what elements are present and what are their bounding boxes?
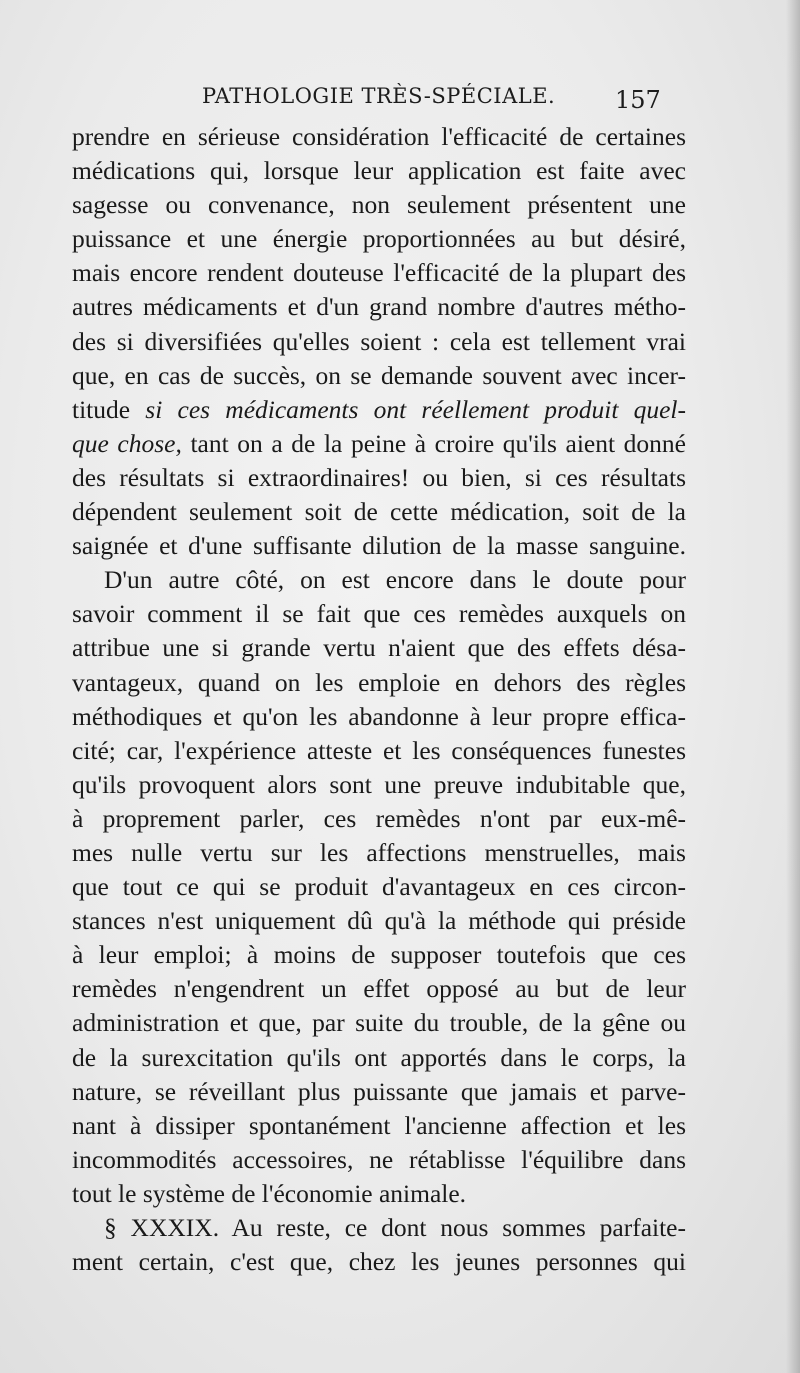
italic-run: si ces médicaments ont réellement produit quel-: [145, 394, 687, 424]
text-line: saignée et d'une suffisante dilution de la masse sanguine.: [72, 531, 686, 561]
text-line: mais encore rendent douteuse l'efficacité de la plupart des: [72, 258, 686, 288]
text-line: que, en cas de succès, on se demande souvent avec incer-: [72, 360, 686, 390]
text-line: stances n'est uniquement dû qu'à la méthode qui préside: [72, 906, 686, 936]
text-line: des si diversifiées qu'elles soient : cela est tellement vrai: [72, 326, 686, 356]
text-line: dépendent seulement soit de cette médication, soit de la: [72, 497, 686, 527]
body-text: [72, 120, 686, 1279]
running-title: PATHOLOGIE TRÈS-SPÉCIALE.: [202, 84, 556, 108]
text-line: administration et que, par suite du trouble, de la gêne ou: [72, 1008, 686, 1038]
text-line: [72, 427, 686, 461]
text-line: mes nulle vertu sur les affections menstruelles, mais: [72, 837, 686, 867]
text-line: qu'ils provoquent alors sont une preuve indubitable que,: [72, 769, 686, 799]
text-line: nant à dissiper spontanément l'ancienne affection et les: [72, 1110, 686, 1140]
text-line: à leur emploi; à moins de supposer toutefois que ces: [72, 940, 686, 970]
text-line: que tout ce qui se produit d'avantageux en ces circon-: [72, 872, 686, 902]
text-line: médications qui, lorsque leur application est faite avec: [72, 156, 686, 186]
text-line: cité; car, l'expérience atteste et les conséquences funestes: [72, 735, 686, 765]
text-line: savoir comment il se fait que ces remèdes auxquels on: [72, 599, 686, 629]
text-line: à proprement parler, ces remèdes n'ont par eux-mê-: [72, 803, 686, 833]
section-heading-line: § XXXIX. Au reste, ce dont nous sommes parfaite-: [104, 1213, 686, 1242]
text-line: méthodiques et qu'on les abandonne à leur propre effica-: [72, 701, 686, 731]
paragraph-first-line: D'un autre côté, on est encore dans le doute pour: [104, 565, 686, 595]
text-line: autres médicaments et d'un grand nombre d'autres métho-: [72, 292, 686, 322]
page-header: [0, 84, 800, 118]
text-line: de la surexcitation qu'ils ont apportés dans le corps, la: [72, 1042, 686, 1072]
text-line: nature, se réveillant plus puissante que jamais et parve-: [72, 1076, 686, 1106]
text-line: prendre en sérieuse considération l'efficacité de certaines: [72, 122, 686, 151]
text-run: tant on a de la peine à croire qu'ils aient donné: [181, 428, 686, 458]
text-line: [72, 393, 686, 427]
text-line: puissance et une énergie proportionnées au but désiré,: [72, 224, 686, 254]
text-run: titude: [72, 394, 146, 424]
page-number: 157: [615, 86, 661, 114]
text-line: des résultats si extraordinaires! ou bien, si ces résultats: [72, 462, 686, 492]
text-line: ment certain, c'est que, chez les jeunes personnes qui: [72, 1247, 686, 1277]
text-line: incommodités accessoires, ne rétablisse l'équilibre dans: [72, 1144, 686, 1174]
text-line: attribue une si grande vertu n'aient que des effets désa-: [72, 633, 686, 663]
page-edge-shadow: [786, 0, 800, 1373]
paragraph-last-line: tout le système de l'économie animale.: [72, 1178, 467, 1208]
italic-run: que chose,: [72, 428, 182, 458]
text-line: vantageux, quand on les emploie en dehors des règles: [72, 667, 686, 697]
text-line: sagesse ou convenance, non seulement présentent une: [72, 190, 686, 220]
text-line: remèdes n'engendrent un effet opposé au but de leur: [72, 974, 686, 1004]
